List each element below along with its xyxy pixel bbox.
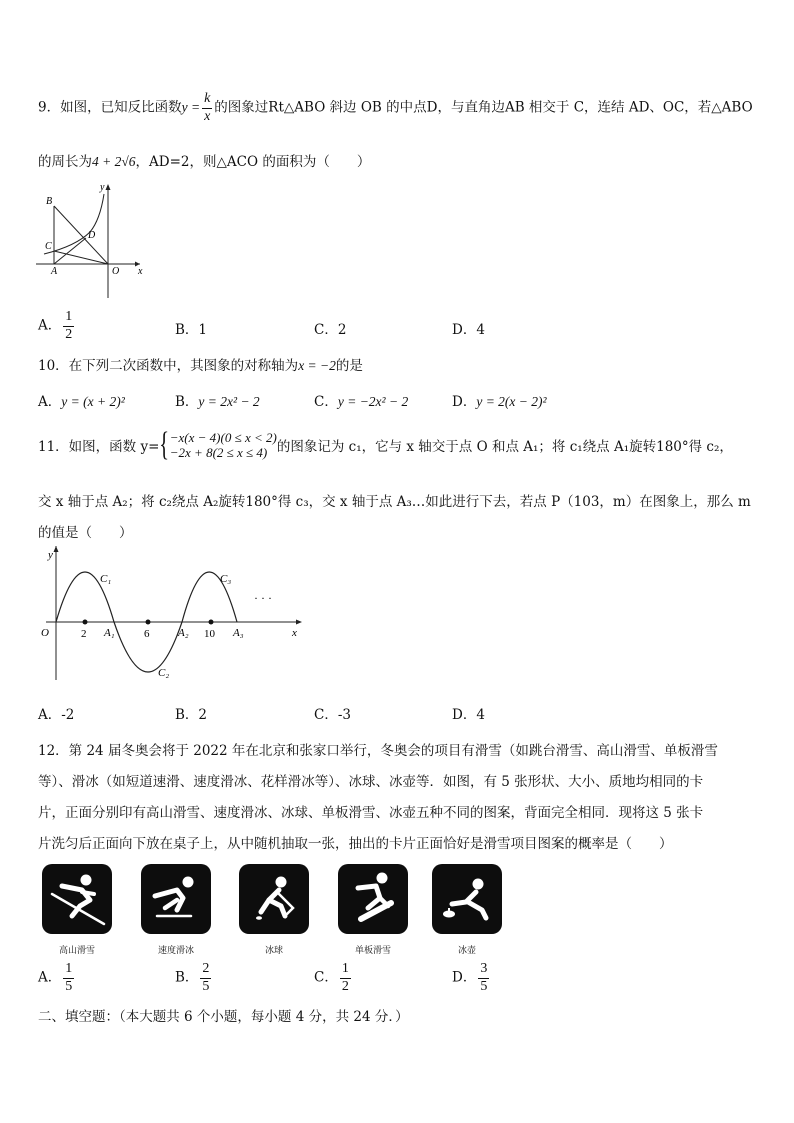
q12-option-a-label: A． [38,969,62,986]
q9-option-c-value: 2 [337,322,347,338]
q11-label-o: O [41,627,49,639]
q11-label-c1: C₁ [100,573,112,585]
q9-label-o: O [112,266,120,277]
q12-option-a[interactable] [38,962,76,994]
q11-piece1: −x(x − 4)(0 ≤ x < 2) [169,430,277,445]
q12-card-alpine-skiing [42,864,112,934]
q11-option-c-value: -3 [337,707,351,723]
q9-func-lhs: y = [181,99,201,115]
q9-stem-line1 [38,92,753,124]
q12-option-d-label: D． [452,969,477,986]
q10-stem-part1: 10．在下列二次函数中，其图象的对称轴为 [38,358,299,374]
q10-option-d-expr: y = 2(x − 2)² [476,394,547,409]
q11-label-x: x [292,627,297,639]
q10-stem-part2: 的是 [335,358,363,374]
speed-skating-icon [141,864,211,934]
q11-option-a-value: -2 [61,707,75,723]
q12-card-snowboard [338,864,408,934]
q12-option-b-num: 2 [202,961,210,976]
q11-option-a[interactable] [38,703,74,723]
q12-option-b-label: B． [175,969,199,986]
q11-point-6 [146,620,151,625]
q9-stem-part3: 的周长为 [38,154,92,170]
q12-card-caption-3: 冰球 [264,946,283,956]
q9-option-a-label: A． [38,317,62,334]
q12-option-a-den: 5 [65,978,73,994]
q12-option-c-fraction [340,962,351,994]
q9-func-denominator: x [204,108,211,124]
q11-option-b-value: 2 [198,707,208,723]
q12-card-caption-5: 冰壶 [457,946,476,956]
q10-option-b-label: B． [175,394,199,410]
q9-perimeter: 4 + 2√6 [92,154,136,169]
q12-option-b-den: 5 [202,978,210,994]
q11-label-y: y [48,549,53,561]
q9-figure [36,180,151,300]
q9-option-a-den: 2 [65,326,73,342]
q9-stem-part1: 9．如图，已知反比函数 [38,99,182,116]
q12-card-caption-2: 速度滑冰 [157,946,194,956]
q9-option-b-value: 1 [198,322,208,338]
q9-option-c-label: C． [314,322,338,338]
q11-tick-10: 10 [204,628,215,640]
q9-y-arrow [106,184,111,190]
q11-stem-line2: 交 x 轴于点 A₂；将 c₂绕点 A₂旋转180°得 c₃，交 x 轴于点 A₃…如此进行下去，若点 P（103，m）在图象上，那么 m [38,494,751,510]
curling-icon [432,864,502,934]
q11-x-arrow [296,620,302,625]
q11-stem-part1: 11．如图，函数 y= [38,439,160,455]
q12-card-caption-4: 单板滑雪 [354,946,391,956]
q12-card-caption-1: 高山滑雪 [58,946,95,956]
q11-piece2: −2x + 8(2 ≤ x ≤ 4) [169,445,268,460]
q12-option-b-fraction [200,962,211,994]
q9-option-d[interactable] [452,318,485,338]
q9-option-b-label: B． [175,322,199,338]
q10-option-a-label: A． [38,394,62,410]
q10-option-a-expr: y = (x + 2)² [61,394,125,409]
q12-option-d-den: 5 [480,978,488,994]
q9-option-c[interactable] [314,318,346,338]
q11-point-10 [209,620,214,625]
q9-stem-line2 [38,150,370,170]
q9-func-numerator: k [204,91,211,106]
q11-label-a3: A₃ [233,627,244,639]
q11-option-d[interactable] [452,703,485,723]
q12-card-curling [432,864,502,934]
q12-stem-line1: 12．第 24 届冬奥会将于 2022 年在北京和张家口举行，冬奥会的项目有滑雪（如跳台滑雪、高山滑雪、单板滑雪 [38,743,718,759]
q9-stem-part4: ，AD=2，则△ACO 的面积为（ ） [135,154,371,170]
q11-stem-line3: 的值是（ ） [38,525,133,541]
q11-label-c3: C₃ [220,573,232,585]
q12-option-c[interactable] [314,962,353,994]
q12-stem-line3: 片，正面分别印有高山滑雪、速度滑冰、冰球、单板滑雪、冰壶五种不同的图案，背面完全相同．现将这 5 张卡 [38,805,704,821]
q12-stem-line2: 等）、滑冰（如短道速滑、速度滑冰、花样滑冰等）、冰球、冰壶等．如图，有 5 张形状、大小、质地均相同的卡 [38,774,704,790]
q12-option-a-num: 1 [65,961,73,976]
alpine-skiing-icon [42,864,112,934]
q9-option-a-fraction [63,310,74,342]
q10-option-a[interactable] [38,390,125,410]
q10-option-c[interactable] [314,390,408,410]
q10-option-d[interactable] [452,390,547,410]
q12-option-c-num: 1 [341,961,349,976]
q12-option-b[interactable] [175,962,213,994]
q11-ellipsis: · · · [254,591,272,605]
q10-option-b[interactable] [175,390,260,410]
q11-label-c2: C₂ [158,667,170,679]
q10-stem [38,354,363,374]
q11-tick-6: 6 [144,628,150,640]
q9-option-d-value: 4 [476,322,485,338]
q9-label-y: y [100,182,105,193]
q11-option-c-label: C． [314,707,338,723]
q9-label-x: x [138,266,143,277]
q12-card-ice-hockey [239,864,309,934]
q9-hyperbola-curve [44,194,104,254]
q12-option-d-fraction [478,962,489,994]
q9-stem-part2: 的图象过Rt△ABO 斜边 OB 的中点D，与直角边AB 相交于 C，连结 AD、OC，若△ABO [214,99,753,116]
q11-stem-line1 [38,428,733,462]
section-2-heading: 二、填空题：（本大题共 6 个小题，每小题 4 分，共 24 分．） [38,1009,409,1025]
q9-func-fraction [202,92,212,124]
q12-card-speed-skating [141,864,211,934]
q9-label-d: D [88,230,96,241]
snowboard-icon [338,864,408,934]
q11-brace: { [159,426,170,463]
q9-segment-ob [54,206,108,264]
q12-option-d[interactable] [452,962,491,994]
q10-option-d-label: D． [452,394,477,410]
q9-option-a-num: 1 [65,309,73,324]
q11-option-a-label: A． [38,707,62,723]
q11-option-c[interactable] [314,703,351,723]
q9-option-b[interactable] [175,318,207,338]
q9-option-d-label: D． [452,322,477,338]
q11-point-2 [83,620,88,625]
q11-option-b[interactable] [175,703,207,723]
q10-option-b-expr: y = 2x² − 2 [198,394,260,409]
q11-y-arrow [54,546,59,552]
q11-label-a2: A₂ [178,627,189,639]
q10-axis-expr: x = −2 [298,358,336,373]
q10-option-c-expr: y = −2x² − 2 [337,394,409,409]
q11-option-d-value: 4 [476,707,485,723]
ice-hockey-icon [239,864,309,934]
q11-option-d-label: D． [452,707,477,723]
q12-stem-line4: 片洗匀后正面向下放在桌子上，从中随机抽取一张，抽出的卡片正面恰好是滑雪项目图案的概率是（ ） [38,836,673,852]
q9-option-a[interactable] [38,310,76,342]
q10-option-c-label: C． [314,394,338,410]
q9-label-c: C [45,241,52,252]
q11-option-b-label: B． [175,707,199,723]
q11-label-a1: A₁ [104,627,115,639]
q9-label-b: B [46,196,53,207]
q12-option-d-num: 3 [480,961,488,976]
q12-option-c-den: 2 [341,978,349,994]
q9-segment-ad [54,238,86,264]
q11-tick-2: 2 [81,628,87,640]
q12-option-c-label: C． [314,969,338,986]
q11-figure [36,544,308,684]
q12-option-a-fraction [63,962,74,994]
q11-piecewise [170,430,277,460]
q11-stem-part2: 的图象记为 c₁，它与 x 轴交于点 O 和点 A₁；将 c₁绕点 A₁旋转180°得 c₂， [276,439,733,455]
q9-label-a: A [51,266,58,277]
